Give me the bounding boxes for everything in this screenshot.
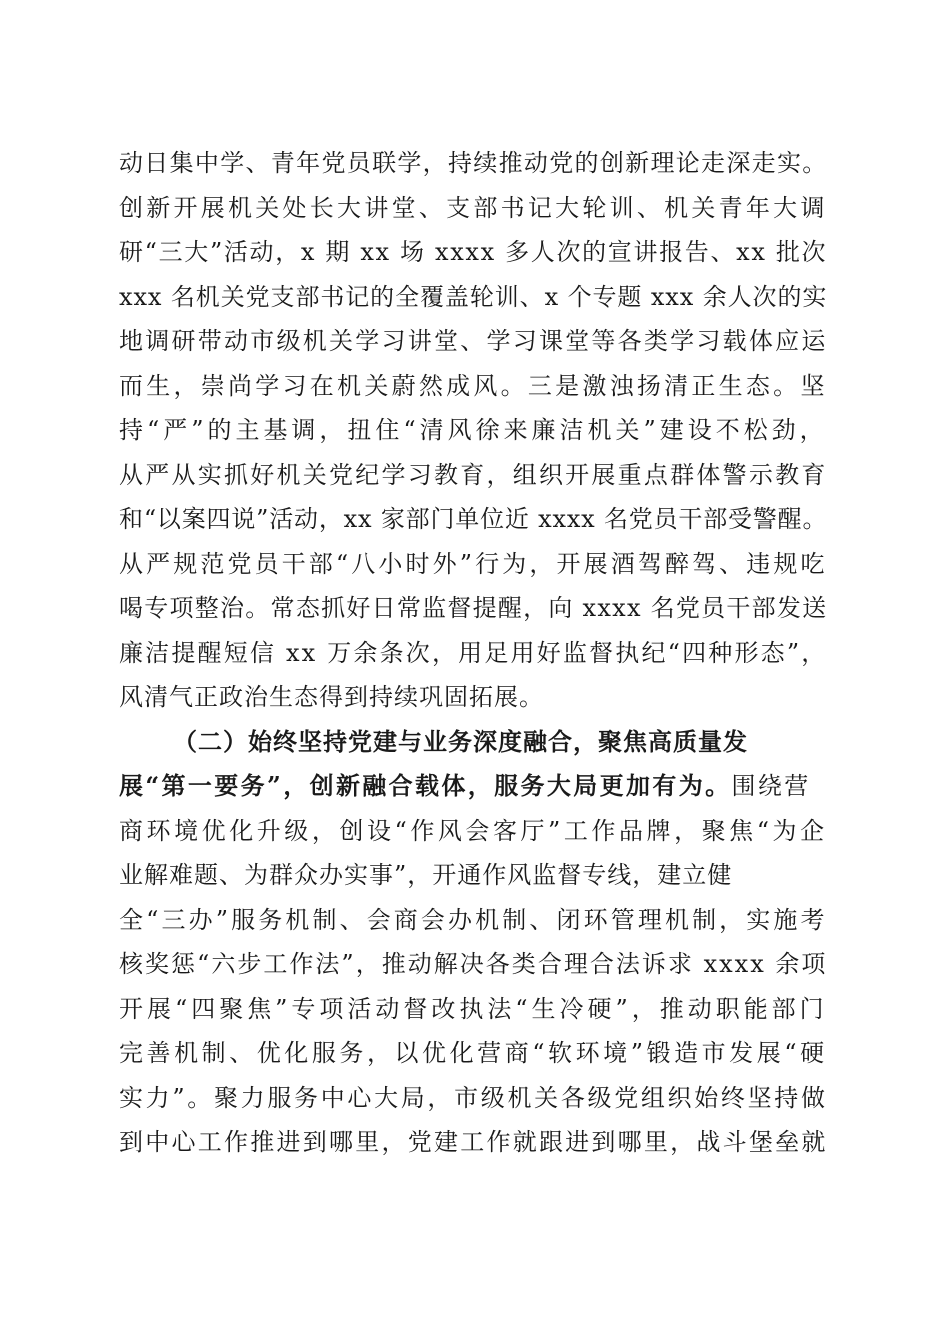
text-line: 完善机制、优化服务，以优化营商“软环境”锻造市发展“硬 (119, 1039, 828, 1067)
text-line: 廉洁提醒短信 xx 万余条次，用足用好监督执纪“四种形态”， (119, 638, 828, 667)
text-line: 商环境优化升级，创设“作风会客厅”工作品牌，聚焦“为企 (119, 816, 828, 845)
text-line: 创新开展机关处长大讲堂、支部书记大轮训、机关青年大调 (119, 193, 828, 222)
text-line: 从严规范党员干部“八小时外”行为，开展酒驾醉驾、违规吃 (119, 549, 828, 578)
text-line: 持“严”的主基调，扭住“清风徐来廉洁机关”建设不松劲， (119, 416, 828, 444)
text-line: 开展“四聚焦”专项活动督改执法“生冷硬”，推动职能部门 (119, 994, 828, 1023)
text-line: 而生，崇尚学习在机关蔚然成风。三是激浊扬清正生态。坚 (119, 371, 828, 400)
text-line: 全“三办”服务机制、会商会办机制、闭环管理机制，实施考 (119, 905, 828, 934)
body-text (119, 141, 829, 1165)
text-line: 业解难题、为群众办实事”，开通作风监督专线，建立健 (119, 861, 733, 889)
section-heading-line: （二）始终坚持党建与业务深度融合，聚焦高质量发 (173, 726, 748, 756)
text-line: 到中心工作推进到哪里，党建工作就跟进到哪里，战斗堡垒就 (119, 1128, 828, 1156)
text-line: 实力”。聚力服务中心大局，市级机关各级党组织始终坚持做 (119, 1083, 828, 1112)
text-line: 风清气正政治生态得到持续巩固拓展。 (119, 683, 544, 711)
text-fragment: 围绕营 (731, 772, 811, 800)
text-line: 研“三大”活动，x 期 xx 场 xxxx 多人次的宣讲报告、xx 批次 (119, 238, 828, 266)
text-line: 从严从实抓好机关党纪学习教育，组织开展重点群体警示教育 (119, 460, 828, 489)
text-line: 动日集中学、青年党员联学，持续推动党的创新理论走深走实。 (119, 149, 828, 177)
section-heading-text: 展“第一要务”，创新融合载体，服务大局更加有为。 (119, 771, 732, 800)
text-line: 地调研带动市级机关学习讲堂、学习课堂等各类学习载体应运 (119, 327, 828, 355)
text-line: 喝专项整治。常态抓好日常监督提醒，向 xxxx 名党员干部发送 (119, 594, 828, 622)
section-heading-continuation (119, 764, 829, 809)
text-line: xxx 名机关党支部书记的全覆盖轮训、x 个专题 xxx 余人次的实 (119, 282, 828, 311)
text-line: 核奖惩“六步工作法”，推动解决各类合理合法诉求 xxxx 余项 (119, 950, 828, 978)
text-line: 和“以案四说”活动，xx 家部门单位近 xxxx 名党员干部受警醒。 (119, 505, 828, 533)
